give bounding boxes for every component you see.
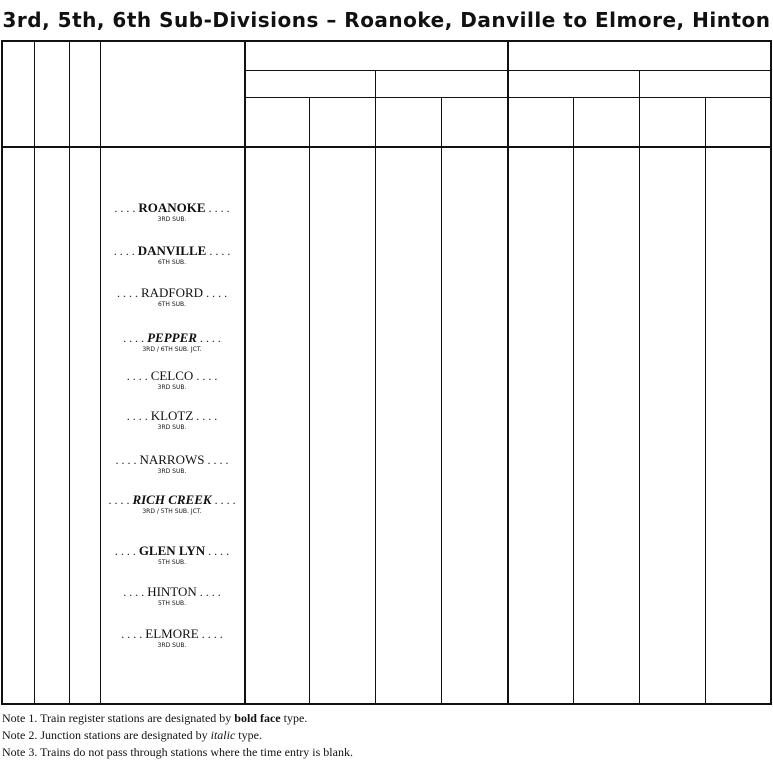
station-name-cell	[101, 285, 243, 308]
column-rule	[69, 40, 70, 703]
leader-dots: . . . .	[205, 201, 230, 215]
station-name: KLOTZ	[150, 408, 194, 423]
station-name: PEPPER	[147, 330, 197, 345]
subdivision-label: 3RD SUB.	[157, 468, 187, 475]
leader-dots: . . . .	[116, 286, 141, 300]
column-rule	[441, 97, 442, 703]
direction-rule	[244, 70, 771, 71]
station-name-cell	[101, 626, 243, 649]
leader-dots: . . . .	[206, 244, 231, 258]
note	[2, 745, 353, 760]
page-title: 3rd, 5th, 6th Sub-Divisions – Roanoke, Danville to Elmore, Hinton	[2, 8, 771, 32]
table-left-border	[1, 40, 3, 705]
station-name: RICH CREEK	[132, 492, 212, 507]
station-name-cell	[101, 330, 243, 353]
column-rule	[244, 40, 246, 703]
column-rule	[639, 70, 640, 703]
header-bottom-border	[1, 146, 771, 148]
station-name-cell	[101, 200, 243, 223]
note-text: Note 3. Trains do not pass through stations where the time entry is blank.	[2, 745, 353, 759]
leader-dots: . . . .	[193, 369, 218, 383]
note	[2, 728, 262, 743]
subdivision-label: 6TH SUB.	[157, 259, 187, 266]
note-emphasis: bold face	[234, 711, 281, 725]
subdivision-label: 3RD / 6TH SUB. JCT.	[142, 346, 202, 353]
note-text: type.	[280, 711, 308, 725]
leader-dots: . . . .	[126, 369, 151, 383]
station-name: GLEN LYN	[138, 543, 206, 558]
station-name-cell	[101, 543, 243, 566]
leader-dots: . . . .	[121, 627, 146, 641]
column-rule	[309, 97, 310, 703]
leader-dots: . . . .	[126, 409, 151, 423]
subdivision-label: 5TH SUB.	[157, 559, 187, 566]
leader-dots: . . . .	[205, 544, 230, 558]
station-name: CELCO	[150, 368, 194, 383]
station-name: ELMORE	[145, 626, 199, 641]
leader-dots: . . . .	[115, 453, 140, 467]
leader-dots: . . . .	[123, 331, 148, 345]
station-name-cell	[101, 408, 243, 431]
leader-dots: . . . .	[113, 244, 138, 258]
leader-dots: . . . .	[198, 627, 223, 641]
leader-dots: . . . .	[114, 544, 139, 558]
note	[2, 711, 307, 726]
leader-dots: . . . .	[114, 201, 139, 215]
station-name: ROANOKE	[138, 200, 206, 215]
table-right-border	[770, 40, 772, 705]
subdivision-label: 3RD SUB.	[157, 384, 187, 391]
leader-dots: . . . .	[108, 493, 133, 507]
note-text: Note 1. Train register stations are designated by	[2, 711, 235, 725]
subdivision-label: 6TH SUB.	[157, 301, 187, 308]
station-name-cell	[101, 584, 243, 607]
leader-dots: . . . .	[193, 409, 218, 423]
note-emphasis: italic	[210, 728, 236, 742]
leader-dots: . . . .	[123, 585, 148, 599]
leader-dots: . . . .	[203, 286, 228, 300]
subdivision-label: 5TH SUB.	[157, 600, 187, 607]
subdivision-label: 3RD SUB.	[157, 216, 187, 223]
station-name-cell	[101, 368, 243, 391]
column-rule	[705, 97, 706, 703]
leader-dots: . . . .	[196, 331, 221, 345]
station-name-cell	[101, 243, 243, 266]
subdivision-label: 3RD / 5TH SUB. JCT.	[142, 508, 202, 515]
station-name: NARROWS	[139, 452, 205, 467]
station-name: DANVILLE	[137, 243, 207, 258]
leader-dots: . . . .	[204, 453, 229, 467]
leader-dots: . . . .	[211, 493, 236, 507]
column-rule	[34, 40, 35, 703]
subdivision-label: 3RD SUB.	[157, 424, 187, 431]
station-name: RADFORD	[140, 285, 204, 300]
class-rule	[244, 97, 771, 98]
station-name: HINTON	[147, 584, 197, 599]
station-name-cell	[101, 452, 243, 475]
column-rule	[375, 70, 376, 703]
column-rule	[507, 40, 509, 703]
note-text: type.	[235, 728, 262, 742]
column-rule	[573, 97, 574, 703]
note-text: Note 2. Junction stations are designated by	[2, 728, 211, 742]
station-name-cell	[101, 492, 243, 515]
leader-dots: . . . .	[196, 585, 221, 599]
table-top-border	[1, 40, 771, 42]
table-bottom-border	[1, 703, 771, 705]
subdivision-label: 3RD SUB.	[157, 642, 187, 649]
